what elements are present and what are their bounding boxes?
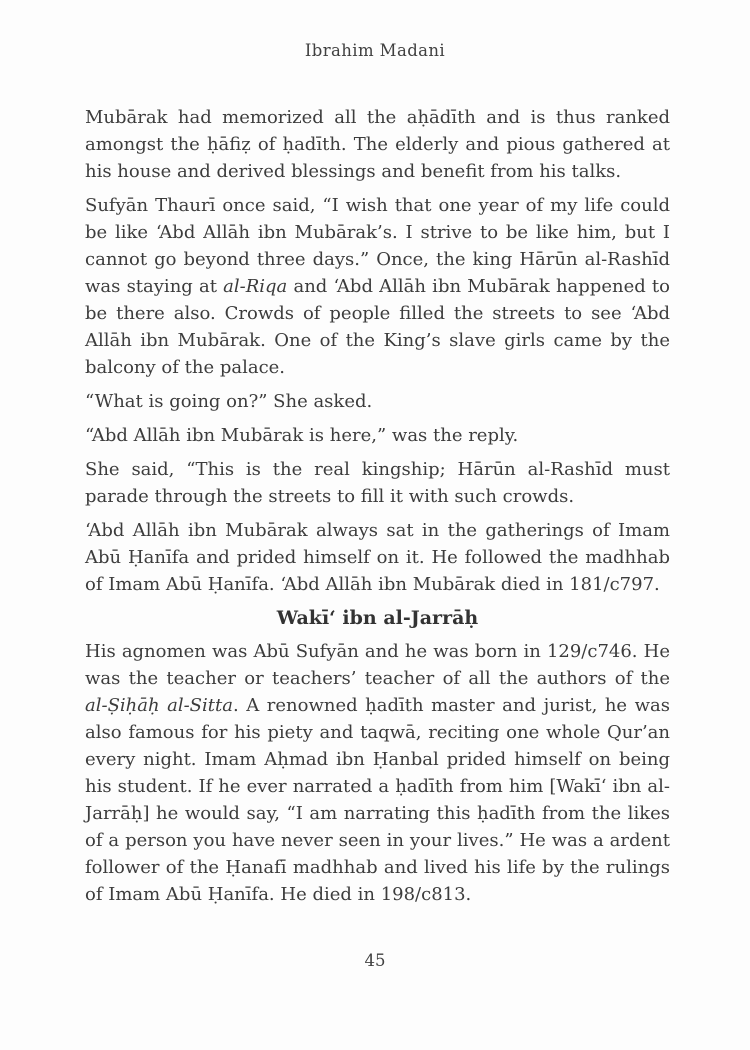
page-content	[85, 104, 670, 915]
page-number: 45	[364, 951, 386, 970]
text-run: and ‘Abd Allāh ibn Mubārak happened to be there also. Crowds of people filled the streets to see ‘Abd Allāh ibn Mubārak. One of the King’s slave girls came by the balcony of the palace.	[85, 276, 670, 378]
text-run: “What is going on?” She asked.	[85, 391, 373, 412]
italic-text-run: al-Riqa	[223, 276, 288, 297]
paragraph	[85, 422, 670, 449]
paragraph	[85, 456, 670, 510]
paragraph	[85, 517, 670, 598]
text-run: . A renowned ḥadīth master and jurist, he was also famous for his piety and taqwā, reciting one whole Qur’an every night. Imam Aḥmad ibn Ḥanbal prided himself on being his student. If he ever narrated a ḥadīth from him [Wakī‘ ibn al-Jarrāḥ] he would say, “I am narrating this ḥadīth from the likes of a person you have never seen in your lives.” He was a ardent follower of the Ḥanafī madhhab and lived his life by the rulings of Imam Abū Ḥanīfa. He died in 198/c813.	[85, 695, 670, 905]
running-header: Ibrahim Madani	[304, 41, 446, 60]
text-run: She said, “This is the real kingship; Hārūn al-Rashīd must parade through the streets to fill it with such crowds.	[85, 459, 670, 507]
text-run: Mubārak had memorized all the aḥādīth and is thus ranked amongst the ḥāfiẓ of ḥadīth. The elderly and pious gathered at his house and derived blessings and benefit from his talks.	[85, 107, 670, 182]
paragraph	[85, 104, 670, 185]
paragraph	[85, 192, 670, 381]
text-run: His agnomen was Abū Sufyān and he was born in 129/c746. He was the teacher or teachers’ teacher of all the authors of the	[85, 641, 670, 689]
text-run: Wakī‘ ibn al-Jarrāḥ	[276, 607, 479, 629]
italic-text-run: al-Ṣiḥāḥ al-Sitta	[85, 695, 233, 716]
text-run: ‘Abd Allāh ibn Mubārak always sat in the gatherings of Imam Abū Ḥanīfa and prided himself on it. He followed the madhhab of Imam Abū Ḥanīfa. ‘Abd Allāh ibn Mubārak died in 181/c797.	[85, 520, 670, 595]
paragraph	[85, 388, 670, 415]
paragraph	[85, 638, 670, 908]
text-run: “Abd Allāh ibn Mubārak is here,” was the reply.	[85, 425, 519, 446]
text-run: Sufyān Thaurī once said, “I wish that one year of my life could be like ‘Abd Allāh ibn Mubārak’s. I strive to be like him, but I cannot go beyond three days.” Once, the king Hārūn al-Rashīd was staying at	[85, 195, 670, 297]
section-heading	[85, 605, 670, 632]
